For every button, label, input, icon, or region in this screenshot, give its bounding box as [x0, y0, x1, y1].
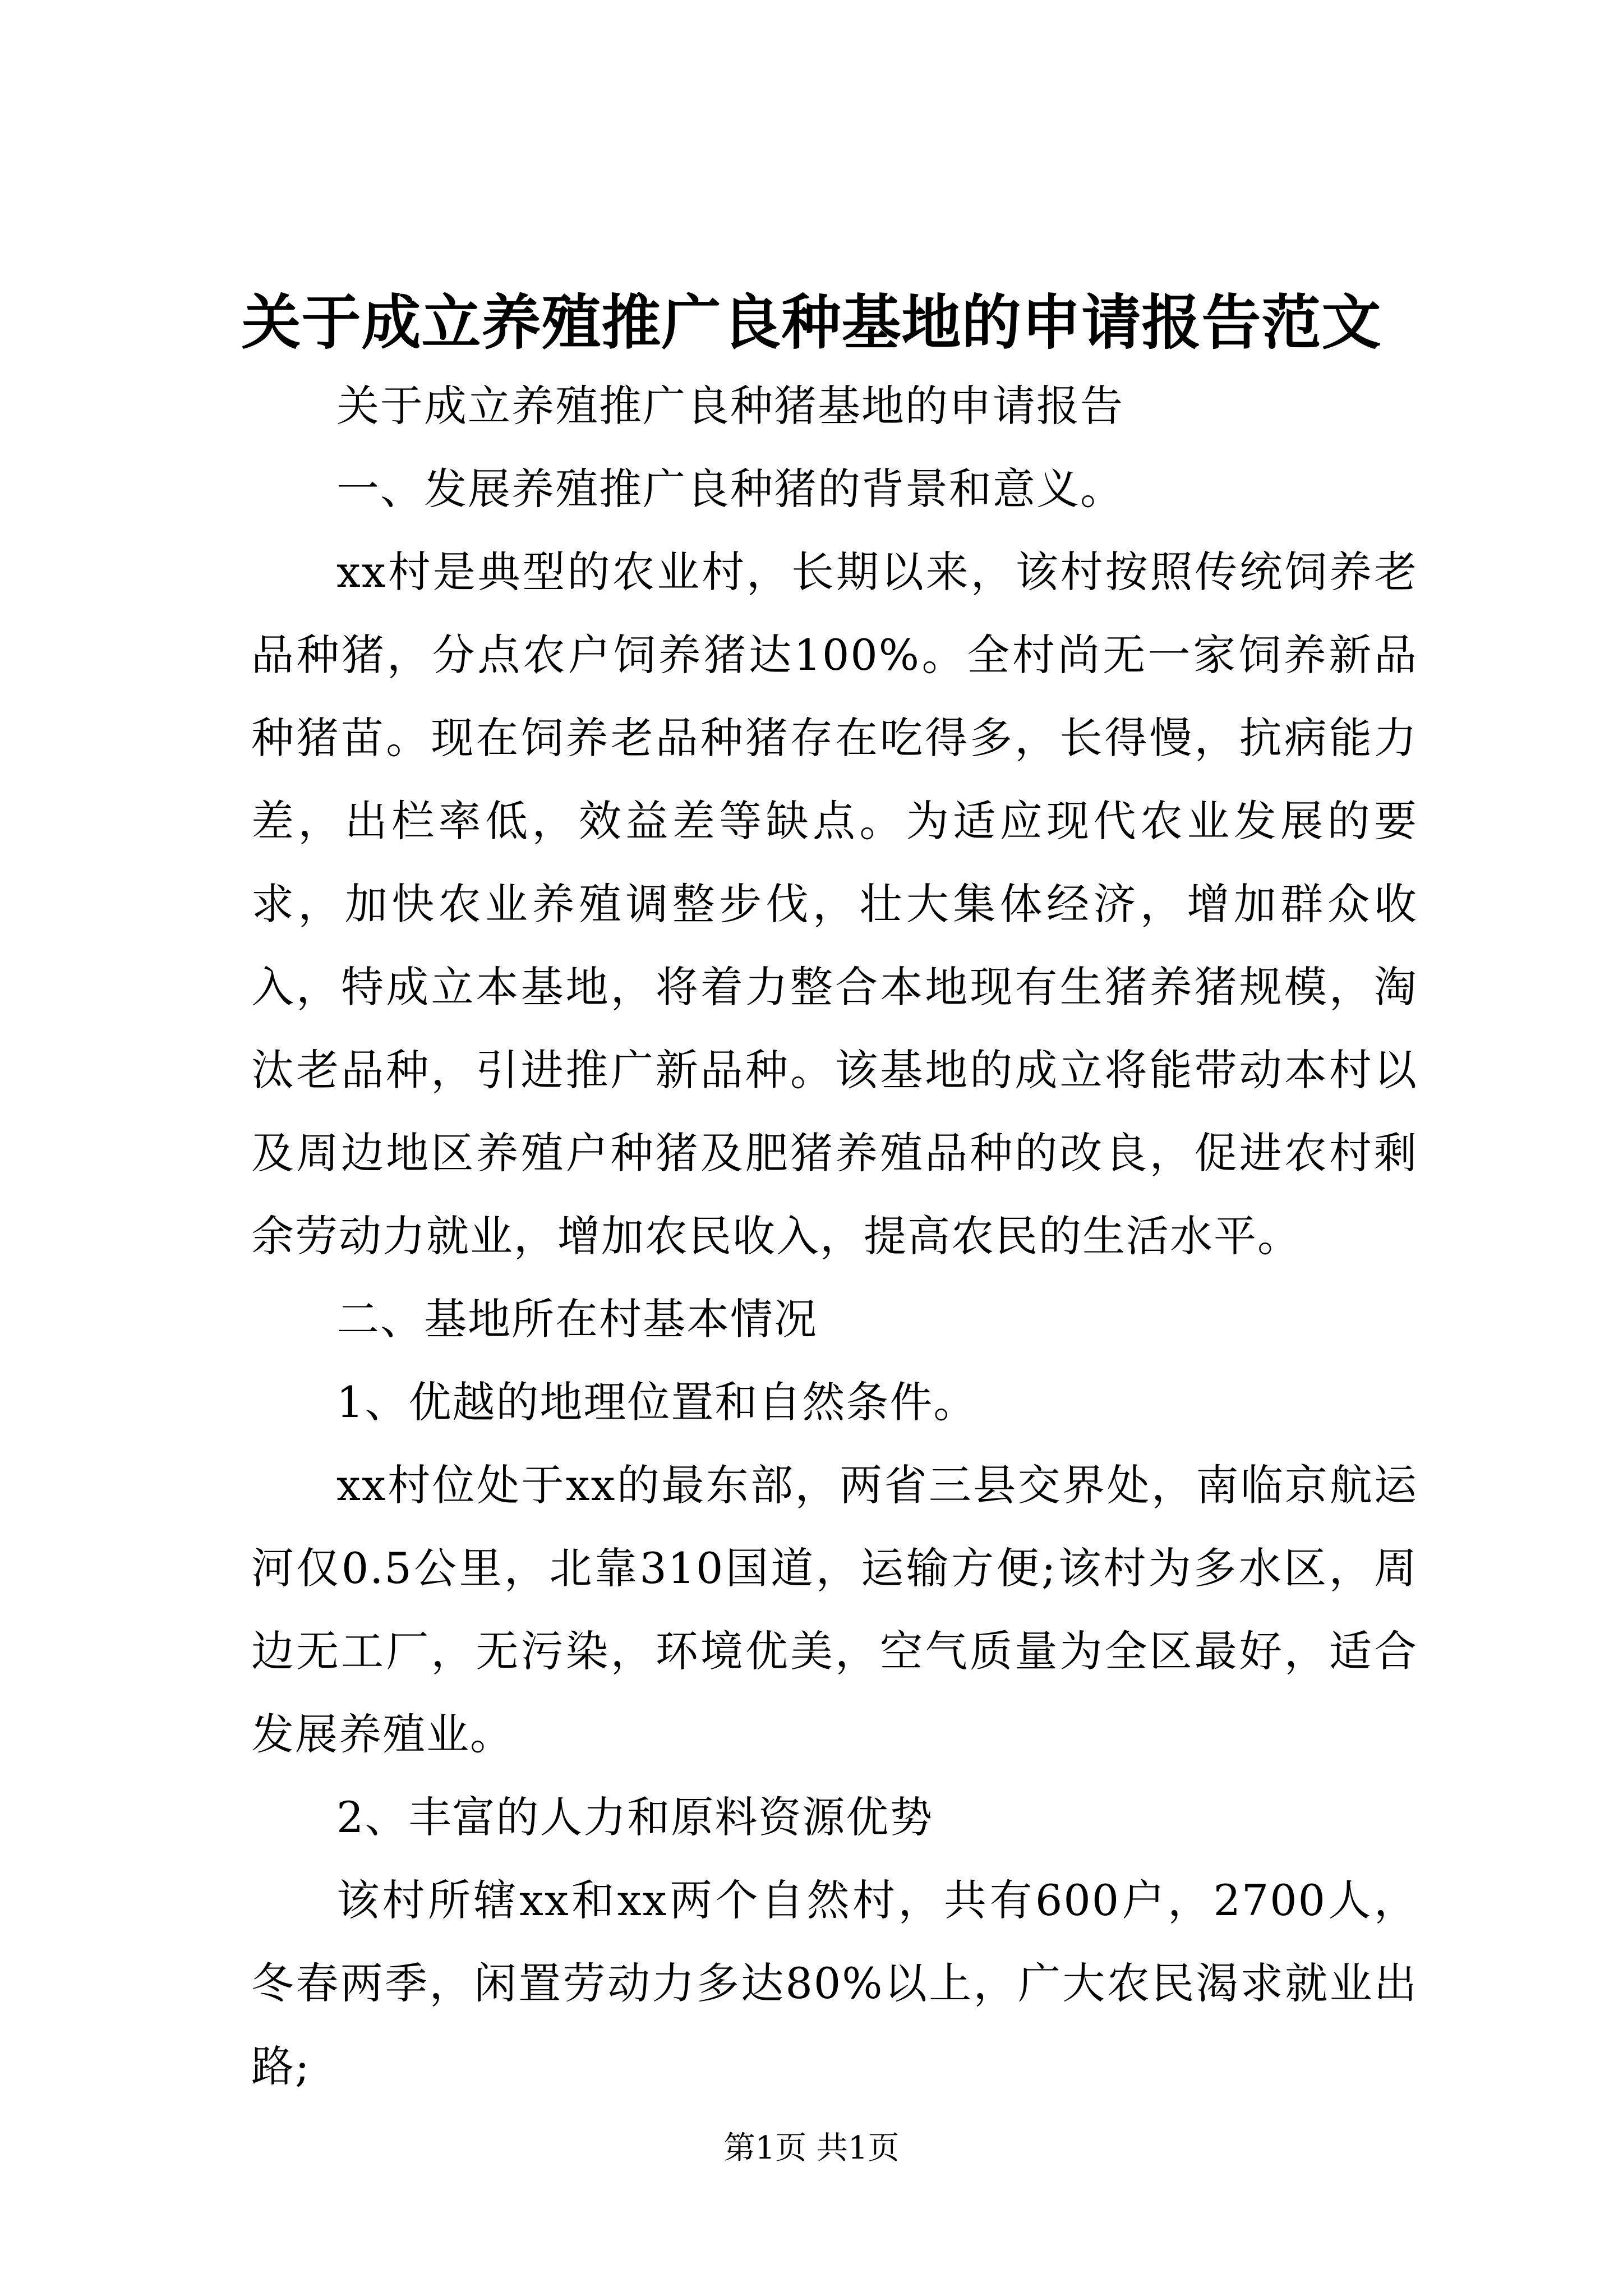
- paragraph-location: xx村位处于xx的最东部，两省三县交界处，南临京航运河仅0.5公里，北靠310国道，运输方便;该村为多水区，周边无工厂，无污染，环境优美，空气质量为全区最好，适合发展养殖业。: [251, 1460, 1418, 1759]
- paragraph-subheading-resources: 2、丰富的人力和原料资源优势: [336, 1792, 934, 1842]
- paragraph-section-heading-1: 一、发展养殖推广良种猪的背景和意义。: [336, 464, 1124, 514]
- paragraph-background: xx村是典型的农业村，长期以来，该村按照传统饲养老品种猪，分点农户饲养猪达100%。全村尚无一家饲养新品种猪苗。现在饲养老品种猪存在吃得多，长得慢，抗病能力差，出栏率低，效益差等缺点。为适应现代农业发展的要求，加快农业养殖调整步伐，壮大集体经济，增加群众收入，特成立本基地，将着力整合本地现有生猪养猪规模，淘汰老品种，引进推广新品种。该基地的成立将能带动本村以及周边地区养殖户种猪及肥猪养殖品种的改良，促进农村剩余劳动力就业，增加农民收入，提高农民的生活水平。: [251, 547, 1418, 1261]
- paragraph-resources: 该村所辖xx和xx两个自然村，共有600户，2700人，冬春两季，闲置劳动力多达80%以上，广大农民渴求就业出路;: [251, 1875, 1418, 2091]
- paragraph-section-heading-2: 二、基地所在村基本情况: [336, 1294, 818, 1344]
- page-footer: 第1页 共1页: [723, 2130, 900, 2166]
- document-body: [251, 365, 1418, 2108]
- paragraph-subheading-location: 1、优越的地理位置和自然条件。: [336, 1377, 978, 1427]
- document-title: 关于成立养殖推广良种基地的申请报告范文: [241, 287, 1382, 357]
- paragraph-subtitle: 关于成立养殖推广良种猪基地的申请报告: [336, 381, 1124, 431]
